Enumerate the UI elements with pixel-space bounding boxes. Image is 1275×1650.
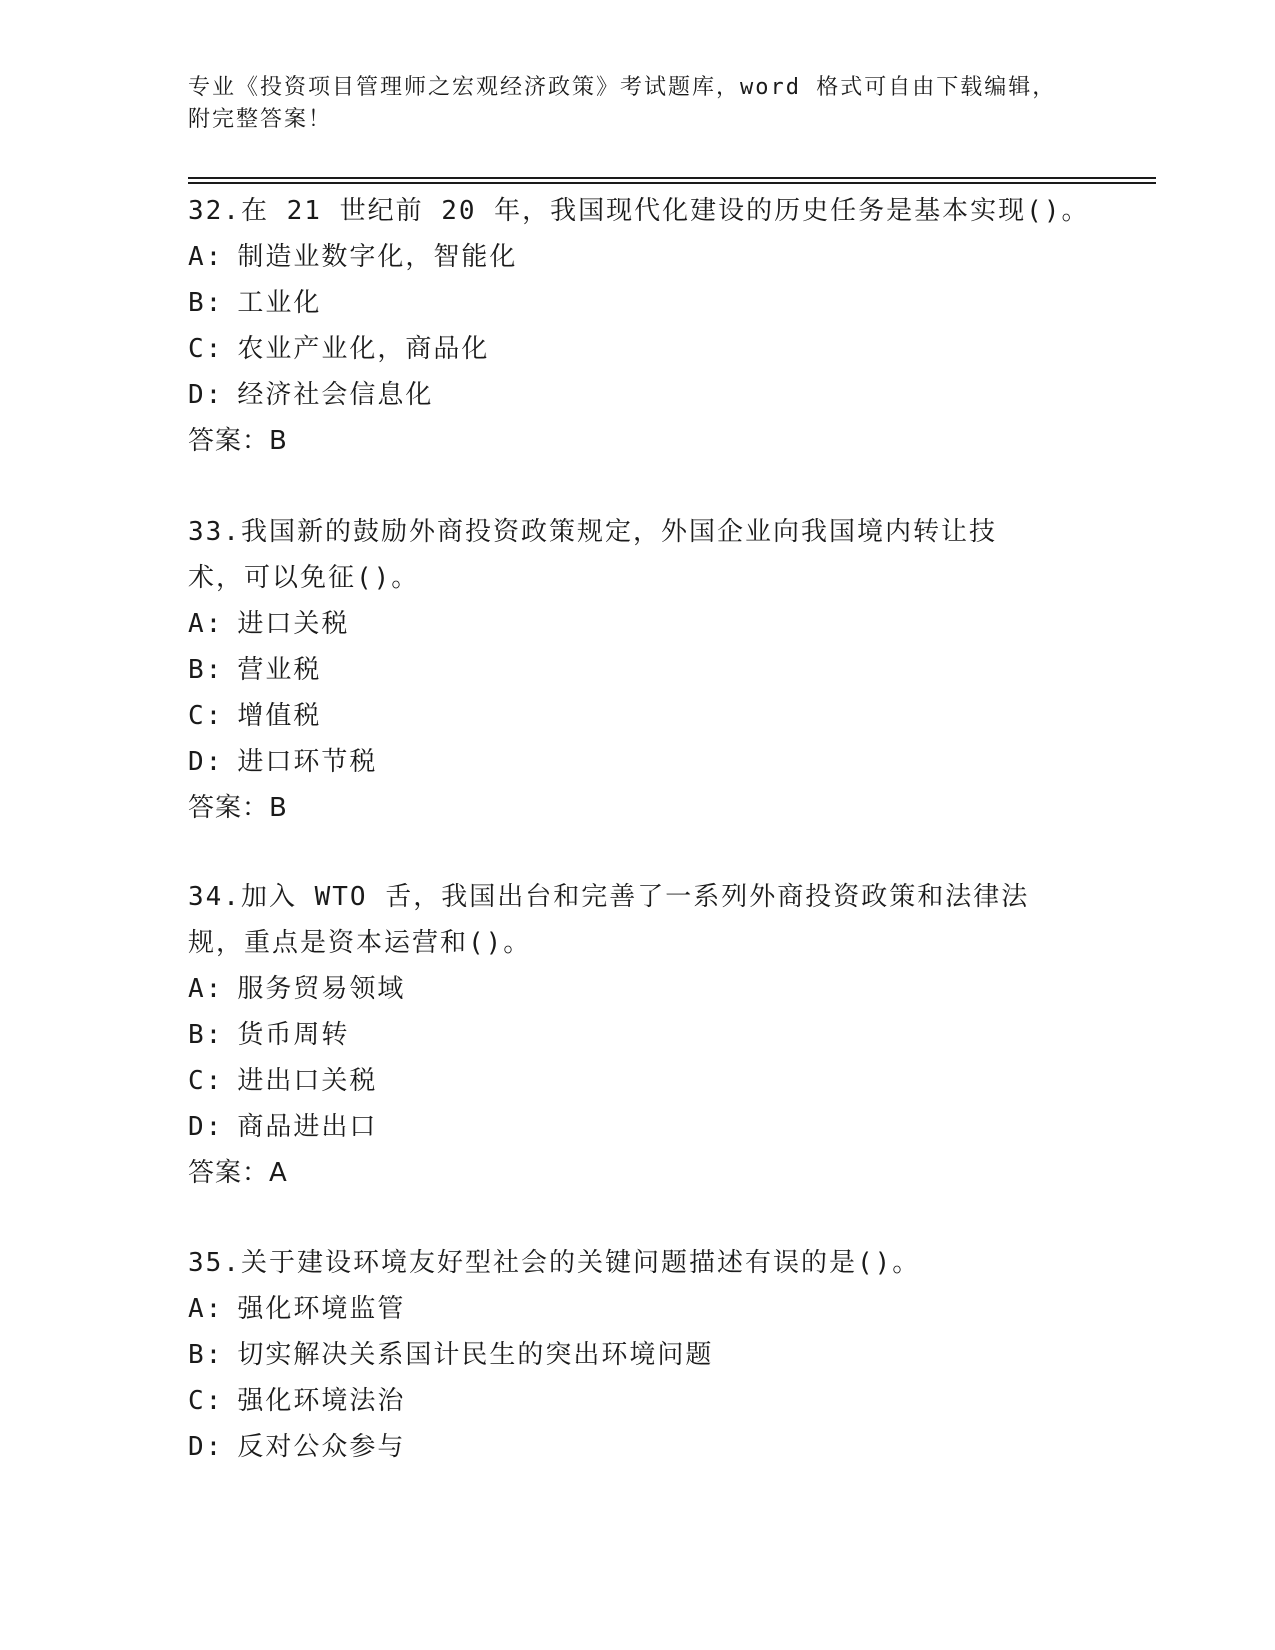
question-stem: 33.我国新的鼓励外商投资政策规定，外国企业向我国境内转让技术，可以免征()。: [188, 517, 997, 593]
option-c: C: 强化环境法治: [188, 1386, 406, 1416]
option-c: C: 进出口关税: [188, 1066, 378, 1096]
answer-label: 答案：B: [188, 426, 288, 456]
question-33: [188, 509, 1148, 831]
header-divider-top: [188, 177, 1156, 179]
answer-label: 答案：A: [188, 1158, 288, 1188]
question-32: [188, 188, 1148, 464]
question-stem: 34.加入 WTO 舌，我国出台和完善了一系列外商投资政策和法律法规，重点是资本运营和()。: [188, 882, 1030, 958]
option-b: B: 切实解决关系国计民生的突出环境问题: [188, 1340, 714, 1370]
option-b: B: 营业税: [188, 655, 322, 685]
option-b: B: 工业化: [188, 288, 322, 318]
header-line-2: 附完整答案！: [188, 107, 333, 132]
answer-label: 答案：B: [188, 793, 288, 823]
option-d: D: 经济社会信息化: [188, 380, 434, 410]
option-c: C: 农业产业化，商品化: [188, 334, 490, 364]
option-c: C: 增值税: [188, 701, 322, 731]
header-divider-bottom: [188, 182, 1156, 184]
option-a: A: 制造业数字化，智能化: [188, 242, 518, 272]
option-d: D: 进口环节税: [188, 747, 378, 777]
question-34: [188, 874, 1148, 1196]
option-a: A: 进口关税: [188, 609, 350, 639]
question-stem: 35.关于建设环境友好型社会的关键问题描述有误的是()。: [188, 1248, 921, 1278]
option-a: A: 服务贸易领域: [188, 974, 406, 1004]
option-b: B: 货币周转: [188, 1020, 350, 1050]
question-35: [188, 1240, 1148, 1470]
document-header: [188, 72, 1088, 136]
option-d: D: 商品进出口: [188, 1112, 378, 1142]
option-d: D: 反对公众参与: [188, 1432, 406, 1462]
option-a: A: 强化环境监管: [188, 1294, 406, 1324]
question-stem: 32.在 21 世纪前 20 年，我国现代化建设的历史任务是基本实现()。: [188, 196, 1090, 226]
header-line-1: 专业《投资项目管理师之宏观经济政策》考试题库，word 格式可自由下载编辑，: [188, 75, 1057, 100]
